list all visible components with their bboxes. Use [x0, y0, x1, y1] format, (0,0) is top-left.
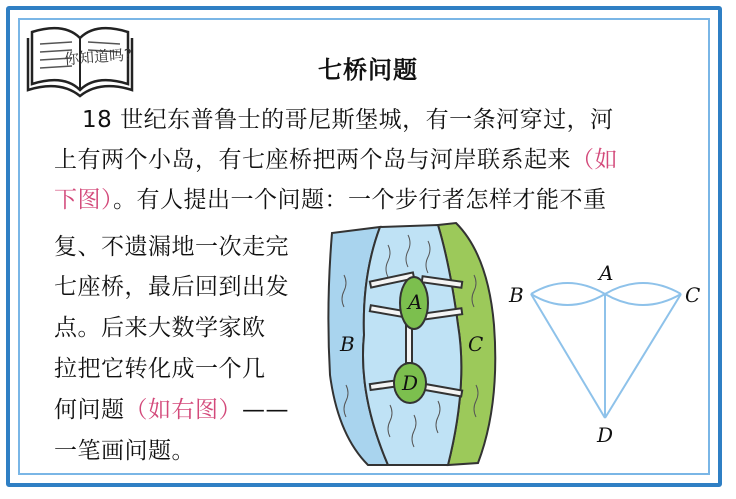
figure-ref-close: 下图）	[54, 187, 113, 213]
side-line-2: 七座桥，最后回到出发	[54, 274, 289, 300]
em-dash: ——	[242, 397, 289, 423]
graph-label-c: C	[685, 283, 701, 307]
euler-graph	[505, 258, 725, 458]
graph-label-b: B	[509, 283, 524, 307]
graph-label-a: A	[599, 261, 614, 285]
paragraph-line-3-main: 。有人提出一个问题：一个步行者怎样才能不重	[113, 187, 607, 213]
side-line-6: 一笔画问题。	[54, 438, 195, 464]
paragraph-line-1: 18 世纪东普鲁士的哥尼斯堡城，有一条河穿过，河	[82, 107, 614, 133]
figure-ref-open: （如	[571, 147, 618, 173]
right-figure-ref: （如右图）	[124, 397, 242, 423]
side-line-1: 复、不遗漏地一次走完	[54, 234, 289, 260]
paragraph-line-2	[54, 141, 618, 174]
side-line-3: 点。后来大数学家欧	[54, 315, 266, 341]
side-line-5-main: 何问题	[54, 397, 125, 423]
paragraph-line-2-main: 上有两个小岛，有七座桥把两个岛与河岸联系起来	[54, 147, 571, 173]
map-label-a: A	[408, 290, 423, 314]
konigsberg-map	[318, 215, 518, 475]
side-line-4: 拉把它转化成一个几	[54, 356, 266, 382]
paragraph-line-3	[54, 181, 607, 214]
page-title: 七桥问题	[318, 56, 418, 84]
map-label-c: C	[468, 332, 484, 356]
side-line-5	[54, 391, 289, 424]
graph-label-d: D	[597, 423, 614, 447]
map-label-b: B	[340, 332, 355, 356]
did-you-know-label: 你知道吗?	[63, 45, 133, 69]
map-label-d: D	[402, 371, 419, 395]
